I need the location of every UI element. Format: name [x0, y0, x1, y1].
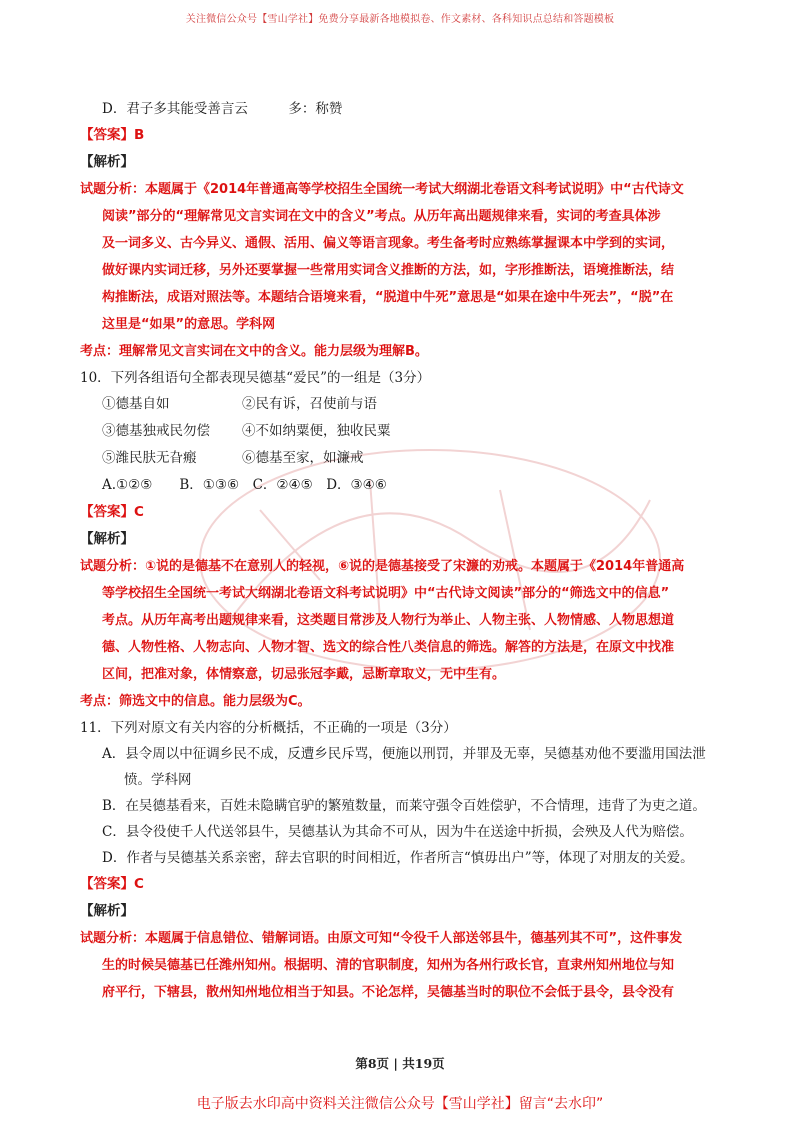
- analysis-line: 做好课内实词迁移，另外还要掌握一些常用实词含义推断的方法，如，字形推断法，语境推断法，结: [102, 263, 675, 278]
- q11-option-a: A．县令周以中征调乡民不成，反遭乡民斥骂，便施以刑罚，并罪及无辜，吴德基劝他不要滥用国法泄: [102, 746, 706, 762]
- q10-item: ②民有诉，召使前与语: [242, 396, 377, 412]
- analysis-line: 试题分析：本题属于《2014年普通高等学校招生全国统一考试大纲湖北卷语文科考试说明》中“古代诗文: [80, 182, 684, 197]
- top-banner: 关注微信公众号【雪山学社】免费分享最新各地模拟卷、作文素材、各科知识点总结和答题模板: [185, 14, 615, 25]
- q11-option-c: C．县令役使千人代送邻县牛，吴德基认为其命不可从，因为牛在送途中折损，会殃及人代为赔偿。: [102, 824, 693, 840]
- q10-item: ①德基自如: [102, 396, 170, 412]
- q10-answer: 【答案】C: [80, 504, 144, 520]
- q9-answer: 【答案】B: [80, 127, 145, 143]
- analysis-line: 及一词多义、古今异义、通假、活用、偏义等语言现象。考生备考时应熟练掌握课本中学到的实词，: [102, 236, 675, 251]
- q10-analysis: [80, 553, 740, 688]
- analysis-line: 试题分析：本题属于信息错位、错解词语。由原文可知“令役千人部送邻县牛，德基列其不可”，这件事发: [80, 931, 683, 946]
- analysis-line: 区间，把准对象，体情察意，切忌张冠李戴，忌断章取义，无中生有。: [102, 667, 506, 682]
- analysis-line: 府平行，下辖县，散州知州地位相当于知县。不论怎样，吴德基当时的职位不会低于县令，县令没有: [102, 985, 675, 1000]
- q10-item: ③德基独戒民勿偿: [102, 423, 210, 439]
- q10-kaodian: 考点：筛选文中的信息。能力层级为C。: [80, 694, 311, 709]
- q9-option-d: D．君子多其能受善言云 多：称赞: [102, 101, 343, 117]
- q9-kaodian: 考点：理解常见文言实词在文中的含义。能力层级为理解B。: [80, 344, 428, 359]
- q11-answer: 【答案】C: [80, 876, 144, 892]
- analysis-line: 生的时候吴德基已任潍州知州。根据明、清的官职制度，知州为各州行政长官，直隶州知州地位与知: [102, 958, 675, 973]
- page-number: 第8页 | 共19页: [355, 1056, 445, 1071]
- q11-option-b: B．在吴德基看来，百姓未隐瞒官驴的繁殖数量，而莱守强令百姓偿驴，不合情理，违背了为吏之道。: [102, 798, 706, 814]
- analysis-line: 考点。从历年高考出题规律来看，这类题目常涉及人物行为举止、人物主张、人物情感、人物思想道: [102, 613, 675, 628]
- analysis-line: 阅读”部分的“理解常见文言实词在文中的含义”考点。从历年高出题规律来看，实词的考查具体涉: [102, 209, 661, 224]
- q9-analysis: [80, 176, 740, 338]
- q10-stem: 10．下列各组语句全都表现吴德基“爱民”的一组是（3分）: [80, 370, 431, 386]
- footer-banner: 电子版去水印高中资料关注微信公众号【雪山学社】留言“去水印”: [196, 1096, 604, 1112]
- q10-item: ⑤潍民肤无旮瘢: [102, 450, 197, 466]
- q11-option-d: D．作者与吴德基关系亲密，辞去官职的时间相近，作者所言“慎毋出户”等，体现了对朋友的关爱。: [102, 850, 694, 866]
- analysis-line: 这里是“如果”的意思。学科网: [102, 317, 276, 332]
- analysis-line: 试题分析：①说的是德基不在意别人的轻视，⑥说的是德基接受了宋濂的劝戒。本题属于《2014年普通高: [80, 559, 685, 574]
- page-content: [80, 96, 740, 1006]
- q10-item: ⑥德基至家，如濂戒: [242, 450, 364, 466]
- q11-stem: 11．下列对原文有关内容的分析概括，不正确的一项是（3分）: [80, 720, 457, 736]
- q10-items: [80, 391, 740, 472]
- analysis-line: 构推断法，成语对照法等。本题结合语境来看，“脱道中牛死”意思是“如果在途中牛死去”，“脱”在: [102, 290, 674, 305]
- q10-analysis-tag: 【解析】: [80, 531, 134, 547]
- q11-option-a-cont: 愤。学科网: [124, 772, 192, 788]
- analysis-line: 德、人物性格、人物志向、人物才智、选文的综合性八类信息的筛选。解答的方法是，在原文中找准: [102, 640, 675, 655]
- q10-item: ④不如纳粟便，独收民粟: [242, 423, 391, 439]
- q11-analysis: [80, 925, 740, 1006]
- analysis-line: 等学校招生全国统一考试大纲湖北卷语文科考试说明》中“古代诗文阅读”部分的“筛选文中的信息”: [102, 586, 670, 601]
- q10-choices: A.①②⑤ B．①③⑥ C．②④⑤ D．③④⑥: [102, 477, 387, 493]
- q9-analysis-tag: 【解析】: [80, 154, 134, 170]
- q11-analysis-tag: 【解析】: [80, 903, 134, 919]
